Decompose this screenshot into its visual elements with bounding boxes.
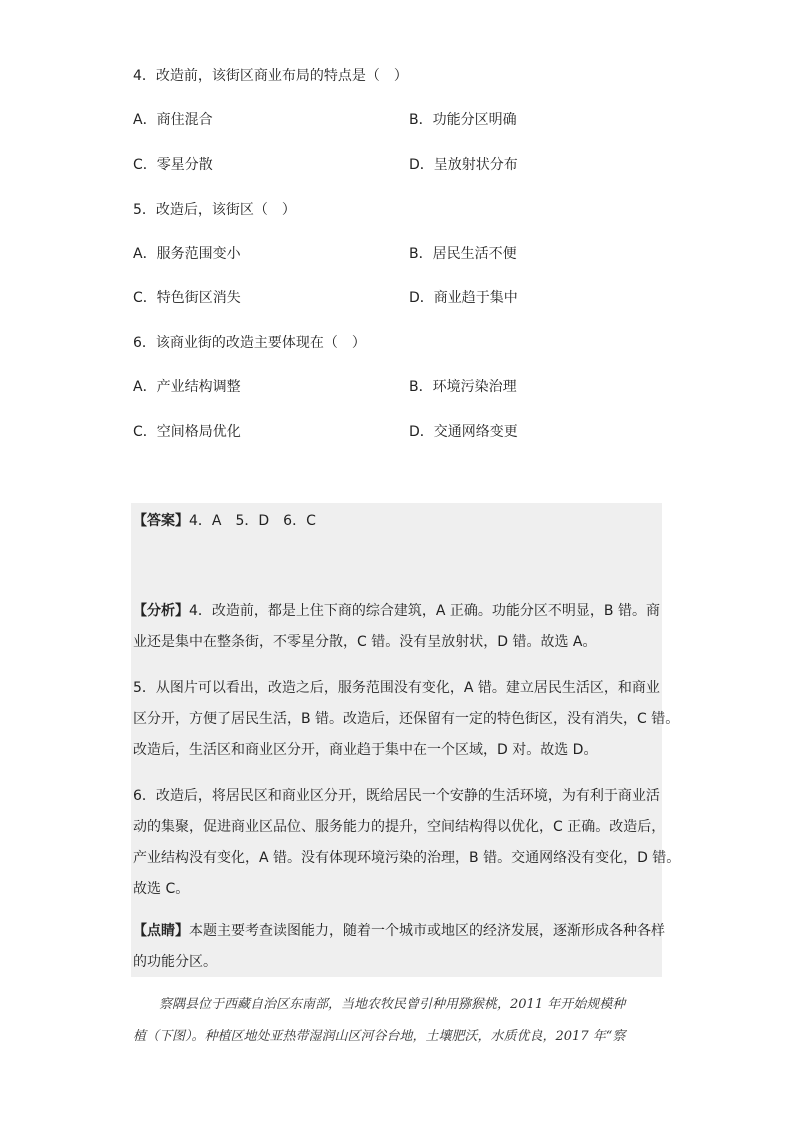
- question-5-option-d: D．商业趋于集中: [409, 290, 518, 306]
- question-5-stem: 5．改造后，该街区（ ）: [133, 202, 296, 218]
- comment-block: [133, 916, 665, 978]
- analysis-q5-line-3: 改造后，生活区和商业区分开，商业趋于集中在一个区域，D 对。故选 D。: [133, 742, 598, 758]
- question-6-option-a: A．产业结构调整: [133, 379, 241, 395]
- question-4-option-d: D．呈放射状分布: [409, 157, 518, 173]
- analysis-q6-line-4: 故选 C。: [133, 881, 190, 897]
- analysis-q4-line-2: 业还是集中在整条街，不零星分散，C 错。没有呈放射状，D 错。故选 A。: [133, 634, 597, 650]
- answer-text: 4．A 5．D 6．C: [189, 513, 316, 529]
- question-6-stem: 6．该商业街的改造主要体现在（ ）: [133, 335, 366, 351]
- question-4-option-c: C．零星分散: [133, 157, 213, 173]
- comment-line-1: 【点睛】本题主要考查读图能力，随着一个城市或地区的经济发展，逐渐形成各种各样: [133, 923, 665, 939]
- analysis-q6-line-3: 产业结构没有变化，A 错。没有体现环境污染的治理，B 错。交通网络没有变化，D 错。: [133, 850, 681, 866]
- answer-line: [133, 511, 316, 531]
- question-5-option-a: A．服务范围变小: [133, 246, 241, 262]
- question-4-option-b: B．功能分区明确: [409, 112, 517, 128]
- question-5-option-c: C．特色街区消失: [133, 290, 241, 306]
- question-6-option-d: D．交通网络变更: [409, 424, 518, 440]
- analysis-q4: [133, 596, 661, 658]
- analysis-q6-line-1: 6．改造后，将居民区和商业区分开，既给居民一个安静的生活环境，为有利于商业活: [133, 788, 660, 804]
- answer-tag: 【答案】: [133, 513, 189, 529]
- analysis-tag: 【分析】: [133, 603, 189, 619]
- passage-line-2: 植（下图）。种植区地处亚热带湿润山区河谷台地，土壤肥沃，水质优良，2017 年“察: [133, 1029, 626, 1044]
- analysis-q5: [133, 673, 680, 766]
- question-5-option-b: B．居民生活不便: [409, 246, 517, 262]
- analysis-q5-line-2: 区分开，方便了居民生活，B 错。改造后，还保留有一定的特色街区，没有消失，C 错。: [133, 711, 680, 727]
- analysis-q6-line-2: 动的集聚，促进商业区品位、服务能力的提升，空间结构得以优化，C 正确。改造后，: [133, 819, 666, 835]
- analysis-q5-line-1: 5．从图片可以看出，改造之后，服务范围没有变化，A 错。建立居民生活区，和商业: [133, 680, 660, 696]
- question-4-stem: 4．改造前，该街区商业布局的特点是（ ）: [133, 68, 408, 84]
- passage-block: [133, 989, 661, 1053]
- analysis-q6: [133, 781, 681, 905]
- passage-line-1: 察隅县位于西藏自治区东南部，当地农牧民曾引种用猕猴桃，2011 年开始规模种: [133, 997, 626, 1012]
- question-6-option-b: B．环境污染治理: [409, 379, 517, 395]
- question-4-option-a: A．商住混合: [133, 112, 213, 128]
- analysis-q4-line-1: 【分析】4．改造前，都是上住下商的综合建筑，A 正确。功能分区不明显，B 错。商: [133, 603, 660, 619]
- question-6-option-c: C．空间格局优化: [133, 424, 241, 440]
- comment-line-2: 的功能分区。: [133, 954, 217, 970]
- comment-tag: 【点睛】: [133, 923, 189, 939]
